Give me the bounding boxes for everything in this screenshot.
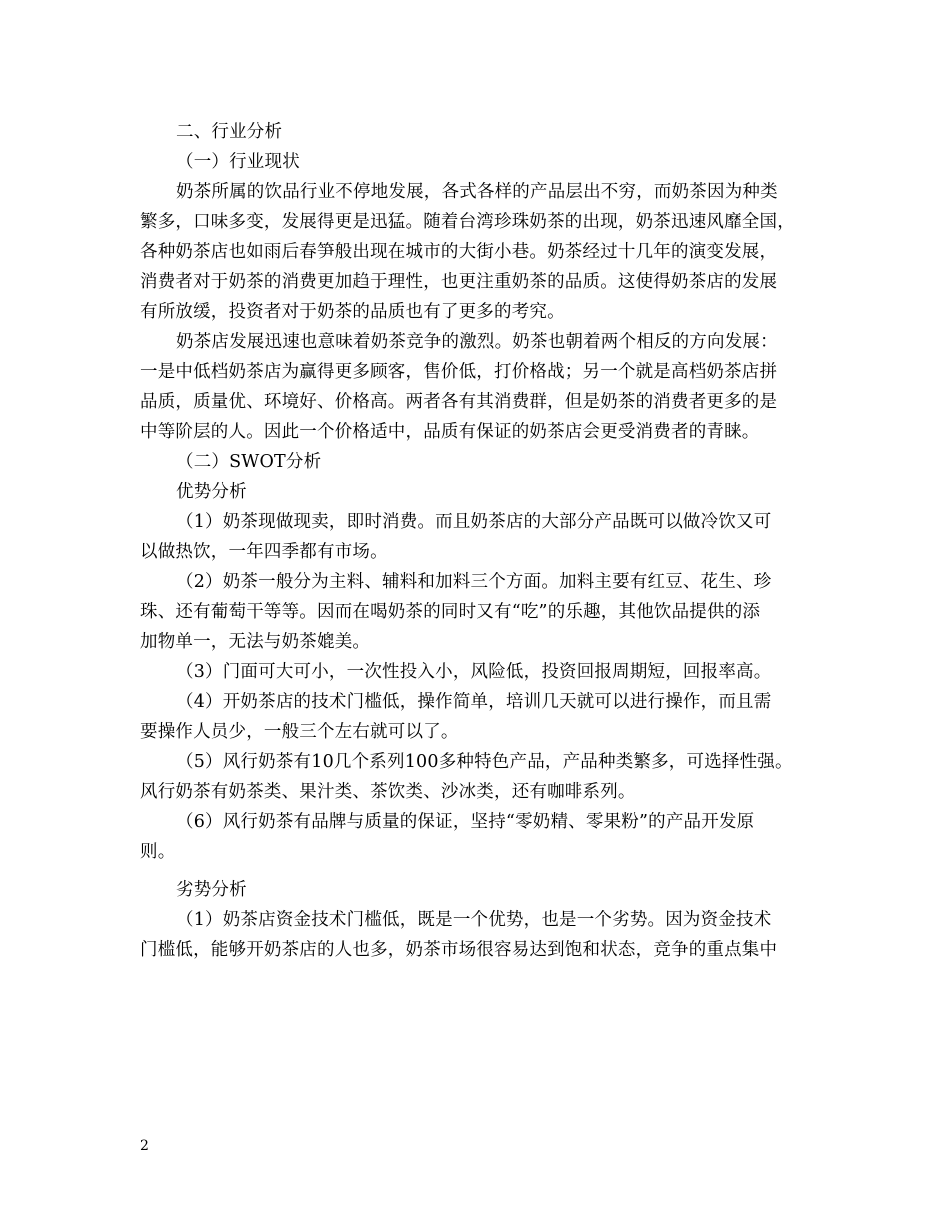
text-line: 珠、还有葡萄干等等。因而在喝奶茶的同时又有“吃”的乐趣，其他饮品提供的添	[140, 602, 761, 622]
paragraph-gap	[140, 867, 820, 875]
text-line: 加物单一，无法与奶茶媲美。	[140, 632, 371, 652]
text-line: 有所放缓，投资者对于奶茶的品质也有了更多的考究。	[140, 302, 565, 322]
text-line: 一是中低档奶茶店为赢得更多顾客，售价低，打价格战；另一个就是高档奶茶店拼	[140, 362, 778, 382]
section-heading-industry-analysis: 二、行业分析	[176, 122, 283, 142]
text-line: （6）风行奶茶有品牌与质量的保证，坚持“零奶精、零果粉”的产品开发原	[176, 812, 755, 832]
text-line: （4）开奶茶店的技术门槛低，操作简单，培训几天就可以进行操作，而且需	[176, 692, 772, 712]
text-line: （1）奶茶店资金技术门槛低，既是一个优势，也是一个劣势。因为资金技术	[176, 910, 772, 930]
text-line: （3）门面可大可小，一次性投入小，风险低，投资回报周期短，回报率高。	[176, 662, 772, 682]
subsection-heading-industry-status: （一）行业现状	[176, 152, 300, 172]
text-line: 品质，质量优、环境好、价格高。两者各有其消费群，但是奶茶的消费者更多的是	[140, 392, 778, 412]
heading-strengths: 优势分析	[176, 482, 247, 502]
text-line: （2）奶茶一般分为主料、辅料和加料三个方面。加料主要有红豆、花生、珍	[176, 572, 772, 592]
text-line: 繁多，口味多变，发展得更是迅猛。随着台湾珍珠奶茶的出现，奶茶迅速风靡全国，	[140, 212, 795, 232]
document-body	[140, 117, 820, 965]
text-line: （5）风行奶茶有10几个系列100多种特色产品，产品种类繁多，可选择性强。	[176, 752, 793, 772]
text-line: 消费者对于奶茶的消费更加趋于理性，也更注重奶茶的品质。这使得奶茶店的发展	[140, 272, 778, 292]
text-line: 中等阶层的人。因此一个价格适中，品质有保证的奶茶店会更受消费者的青睐。	[140, 422, 760, 442]
page-number: 2	[140, 1138, 149, 1154]
text-line: 则。	[140, 842, 176, 862]
text-line: 奶茶所属的饮品行业不停地发展，各式各样的产品层出不穷，而奶茶因为种类	[176, 182, 778, 202]
text-line: （1）奶茶现做现卖，即时消费。而且奶茶店的大部分产品既可以做冷饮又可	[176, 512, 772, 532]
text-line: 风行奶茶有奶茶类、果汁类、茶饮类、沙冰类，还有咖啡系列。	[140, 782, 636, 802]
text-line: 以做热饮，一年四季都有市场。	[140, 542, 388, 562]
subsection-heading-swot: （二）SWOT分析	[176, 452, 322, 472]
text-line: 各种奶茶店也如雨后春笋般出现在城市的大街小巷。奶茶经过十几年的演变发展，	[140, 242, 778, 262]
heading-weaknesses: 劣势分析	[176, 880, 247, 900]
text-line: 奶茶店发展迅速也意味着奶茶竞争的激烈。奶茶也朝着两个相反的方向发展：	[176, 332, 778, 352]
text-line: 要操作人员少，一般三个左右就可以了。	[140, 722, 459, 742]
text-line: 门槛低，能够开奶茶店的人也多，奶茶市场很容易达到饱和状态，竞争的重点集中	[140, 940, 778, 960]
